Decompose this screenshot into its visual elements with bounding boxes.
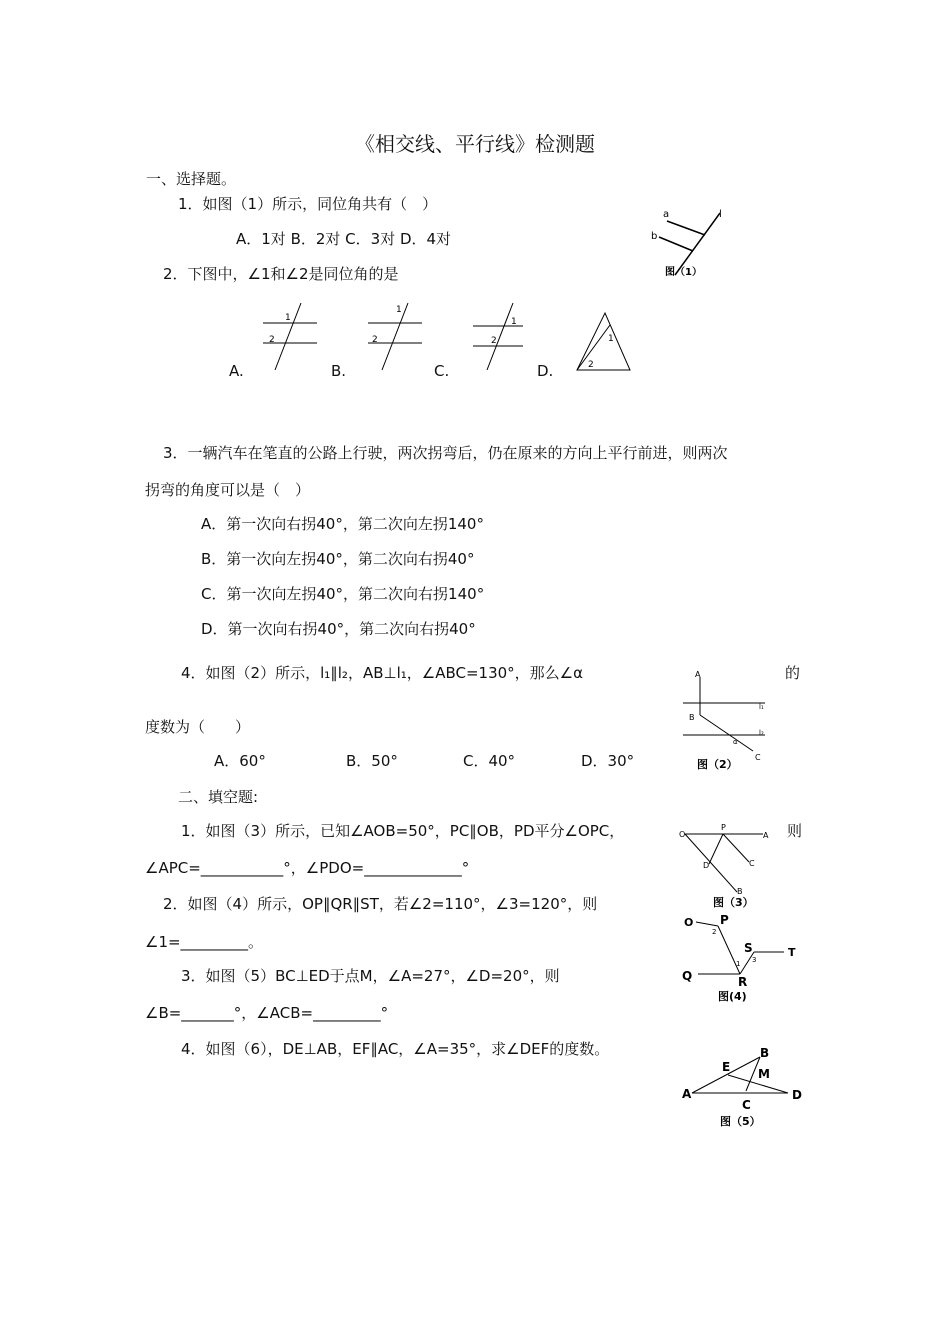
q2b-angle-1: 1 [396,305,402,315]
s2q1-stem-line1: 1．如图（3）所示，已知∠AOB=50°，PC∥OB，PD平分∠OPC， [181,822,625,840]
fig2-label-alpha: α [733,738,738,746]
fig4-label-r: R [738,975,748,989]
fig3-label-c: C [749,859,755,868]
figure-3 [675,822,775,912]
q2a-angle-1: 1 [285,313,291,323]
q2-choice-b: B. [331,362,347,380]
q2-choice-a: A. [229,362,244,380]
q4-stem-tail: 的 [785,664,801,682]
q4-option-a: A．60° [214,752,266,770]
section1-heading: 一、选择题。 [146,170,237,188]
page-title: 《相交线、平行线》检测题 [355,132,595,156]
fig4-angle-2: 2 [712,928,717,936]
fig4-label-o: O [684,916,694,929]
fig5-label-b: B [760,1046,770,1060]
figure-1 [645,205,735,280]
fig5-label-e: E [722,1060,731,1074]
section2-heading: 二、填空题: [178,788,259,806]
fig2-label-l2: l₂ [759,729,764,737]
s2q3-stem-line2: ∠B=_______°，∠ACB=_________° [145,1004,389,1022]
fig3-label-o: O [679,830,686,839]
q2-stem: 2．下图中，∠1和∠2是同位角的是 [163,265,399,283]
fig4-label-q: Q [682,969,693,983]
fig2-label-l1: l₁ [759,703,764,711]
fig2-label-b: B [689,713,695,722]
fig4-angle-3: 3 [752,956,757,964]
fig3-label-b: B [737,887,743,896]
q2-figure-c [465,298,535,373]
q3-stem-line2: 拐弯的角度可以是（ ） [145,481,311,499]
s2q3-stem-line1: 3．如图（5）BC⊥ED于点M，∠A=27°，∠D=20°，则 [181,967,560,985]
q2a-angle-2: 2 [269,335,275,345]
fig3-label-a: A [763,831,769,840]
figure-2 [675,665,775,775]
fig5-label-a: A [682,1087,692,1101]
fig1-label-b: b [651,231,658,242]
fig4-caption: 图(4) [718,990,747,1003]
figure-5 [680,1043,805,1133]
s2q1-stem-tail: 则 [787,822,803,840]
fig4-label-p: P [720,913,729,927]
fig2-label-a: A [695,670,701,679]
q2-figure-b [360,298,430,373]
fig5-caption: 图（5） [720,1115,761,1128]
fig4-label-s: S [744,941,753,955]
q4-option-d: D．30° [581,752,635,770]
q1-options: A．1对 B．2对 C．3对 D．4对 [236,230,452,248]
q3-stem-line1: 3．一辆汽车在笔直的公路上行驶，两次拐弯后，仍在原来的方向上平行前进，则两次 [163,444,728,462]
figure-4 [680,908,800,1003]
q2d-angle-2: 2 [588,360,594,370]
s2q2-stem-line1: 2．如图（4）所示，OP∥QR∥ST，若∠2=110°，∠3=120°，则 [163,895,598,913]
q3-option-d: D．第一次向右拐40°，第二次向右拐40° [201,620,476,638]
q4-stem-line1: 4．如图（2）所示，l₁∥l₂，AB⊥l₁，∠ABC=130°，那么∠α [181,664,583,682]
q2d-angle-1: 1 [608,334,614,344]
q4-option-b: B．50° [346,752,398,770]
q2c-angle-1: 1 [511,317,517,327]
fig2-caption: 图（2） [697,758,738,771]
fig1-caption: 图（1） [665,267,702,278]
q2-choice-d: D. [537,362,554,380]
fig1-label-l: l [719,209,722,220]
fig5-label-m: M [758,1067,770,1081]
fig5-label-d: D [792,1088,802,1102]
q1-stem: 1．如图（1）所示，同位角共有（ ） [178,195,438,213]
q3-option-c: C．第一次向左拐40°，第二次向右拐140° [201,585,485,603]
fig3-label-p: P [721,823,726,832]
s2q2-stem-line2: ∠1=_________。 [145,933,264,951]
q2-figure-d [572,305,637,375]
fig4-label-t: T [788,946,796,959]
s2q4-stem: 4．如图（6），DE⊥AB，EF∥AC，∠A=35°，求∠DEF的度数。 [181,1040,610,1058]
q3-option-b: B．第一次向左拐40°，第二次向右拐40° [201,550,475,568]
fig3-caption: 图（3） [713,896,754,909]
fig3-label-d: D [703,861,710,870]
q2c-angle-2: 2 [491,336,497,346]
q4-option-c: C．40° [463,752,516,770]
fig5-label-c: C [742,1098,751,1112]
fig2-label-c: C [755,753,761,762]
q2-figure-a [255,298,325,373]
fig1-label-a: a [663,209,670,220]
s2q1-stem-line2: ∠APC=___________°，∠PDO=_____________° [145,859,470,877]
fig4-angle-1: 1 [736,960,741,968]
q3-option-a: A．第一次向右拐40°，第二次向左拐140° [201,515,484,533]
q2-choice-c: C. [434,362,450,380]
q2b-angle-2: 2 [372,335,378,345]
q4-stem-line2: 度数为（ ） [145,718,251,736]
